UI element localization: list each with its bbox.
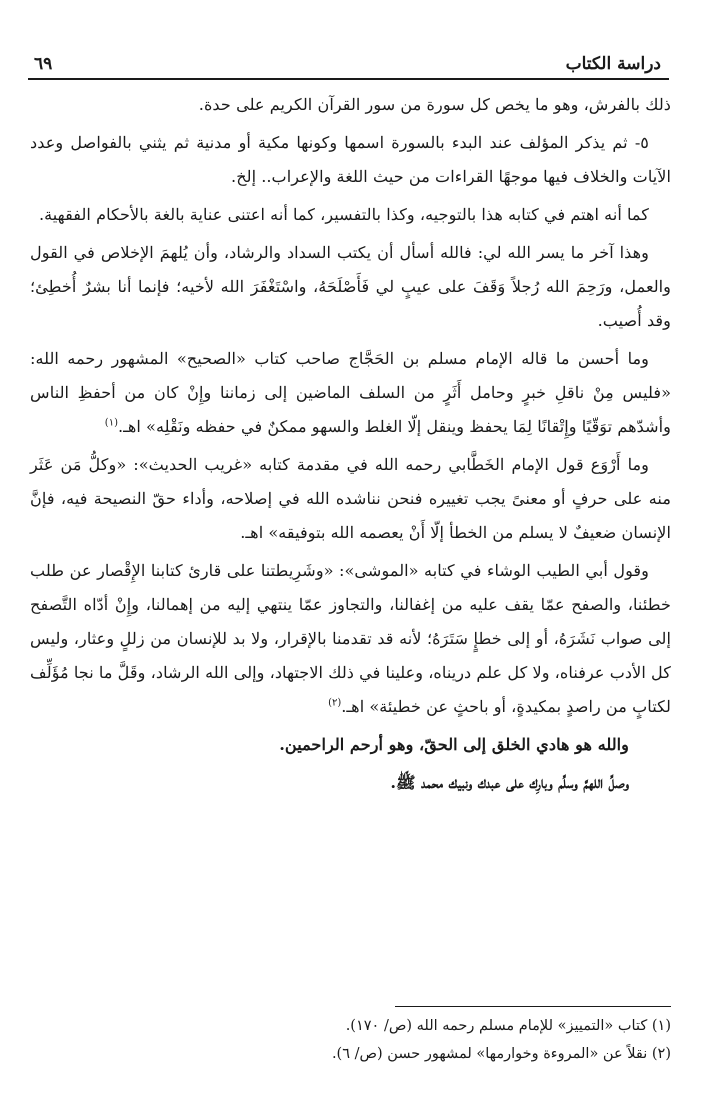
paragraph: وهذا آخر ما يسر الله لي: فالله أسأل أن يكتب السداد والرشاد، وأن يُلهمَ الإخلاص في القول والعمل، ورَحِمَ الله رُجلاً وَقَفَ على عيبٍ لي فَأَصْلَحَهُ، واسْتَغْفَرَ الله لأخيه؛ فإنما أنا بشرٌ أُخطِئ؛ وقد أُصيب. bbox=[30, 243, 671, 330]
paragraph-with-footnote bbox=[30, 342, 671, 444]
footnote: (٢) نقلاً عن «المروءة وخوارمها» لمشهور حسن (ص/ ٦). bbox=[331, 1046, 671, 1062]
closing-line: وصلِّ اللهمَّ وسلِّم وبارِك على عبدك ونبيك محمد ﷺ. bbox=[390, 773, 629, 792]
footnotes bbox=[30, 1012, 671, 1068]
paragraph-text: وقول أبي الطيب الوشاء في كتابه «الموشى»: «وشَرِيطتنا على قارئ كتابنا الإِقْصار عن طلب خطئنا، والصفح عمّا يقف عليه من إغفالنا، والتجاوز عمّا ينتهي إليه من إهمالنا، وإِنْ أدّاه التَّصفح إلى صواب نَشَرَهُ، أو إلى خطإٍ سَتَرَهُ؛ لأنه قد تقدمنا بالإقرار، ولا بد للإنسان من زللٍ وعثار، وليس كل الأدب عرفناه، ولا كل علم دريناه، وعلينا في ذلك الاجتهاد، وإلى الله الرشاد، وقَلَّ ما نجا مُؤَلِّف لكتابٍ من راصدٍ بمكيدةٍ، أو باحثٍ عن خطيئة» اهـ. bbox=[30, 561, 671, 716]
paragraph-with-footnote bbox=[30, 554, 671, 724]
page-header bbox=[28, 52, 669, 80]
body-text bbox=[30, 88, 671, 804]
running-title: دراسة الكتاب bbox=[565, 54, 661, 74]
closing-line: والله هو هادي الخلق إلى الحقّ، وهو أرحم الراحمين. bbox=[279, 735, 629, 754]
footnote-marker: (١) bbox=[104, 417, 118, 429]
paragraph: ٥- ثم يذكر المؤلف عند البدء بالسورة اسمها وكونها مكية أو مدنية ثم يثني بالفواصل وعدد الآيات والخلاف فيها موجهًا القراءات من حيث اللغة والإعراب.. إلخ. bbox=[30, 133, 671, 186]
page-number: ٦٩ bbox=[34, 54, 53, 74]
paragraph: وما أَرْوَع قول الإمام الخَطَّابي رحمه الله في مقدمة كتابه «غريب الحديث»: «وكلُّ مَن عَثَر منه على حرفٍ أو معنىً يجب تغييره فنحن نناشده الله في إصلاحه، وأداء حقّ النصيحة فيه، فإنَّ الإنسان ضعيفٌ لا يسلم من الخطأ إلّا أَنْ يعصمه الله بتوفيقه» اهـ. bbox=[30, 455, 671, 542]
footnote-divider bbox=[395, 1006, 671, 1007]
paragraph: ذلك بالفرش، وهو ما يخص كل سورة من سور القرآن الكريم على حدة. bbox=[198, 95, 671, 114]
footnote: (١) كتاب «التمييز» للإمام مسلم رحمه الله (ص/ ١٧٠). bbox=[345, 1018, 671, 1034]
paragraph: كما أنه اهتم في كتابه هذا بالتوجيه، وكذا بالتفسير، كما أنه اعتنى عناية بالغة بالأحكام الفقهية. bbox=[38, 205, 649, 224]
paragraph-text: وما أحسن ما قاله الإمام مسلم بن الحَجَّاج صاحب كتاب «الصحيح» المشهور رحمه الله: «فليس مِنْ ناقلِ خبرٍ وحامل أَثَرٍ من السلف الماضين إلى زماننا وإِنْ كان من أحفظِ الناس وأشدّهم توَقّيًا وإِتْقانًا لِمَا يحفظ وينقل إلّا الغلط والسهو ممكنٌ في حفظه ونَقْلِه» اهـ. bbox=[30, 349, 671, 436]
footnote-marker: (٢) bbox=[328, 697, 342, 709]
